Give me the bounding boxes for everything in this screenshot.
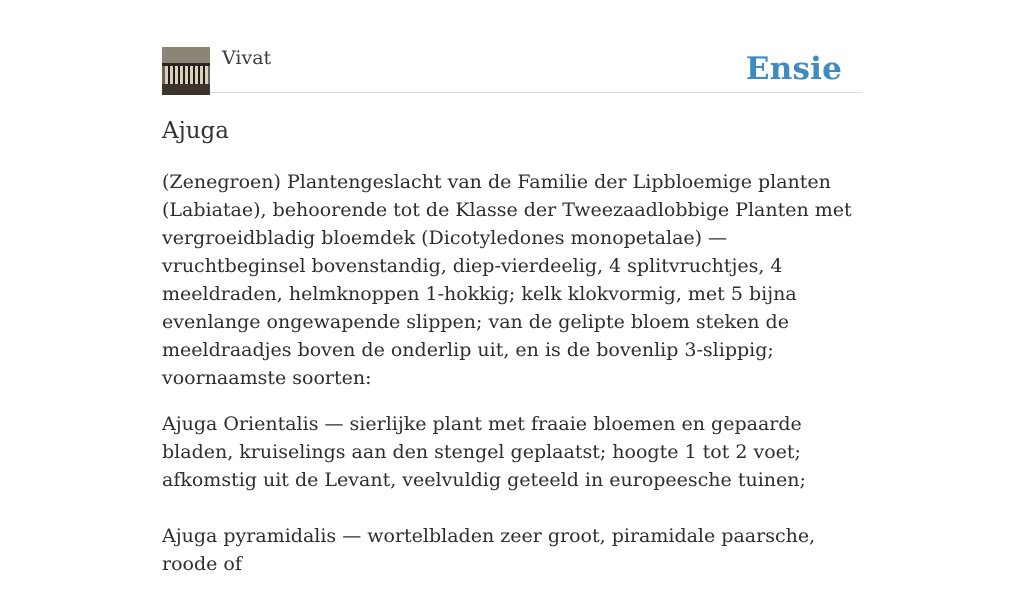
article-paragraph: Ajuga pyramidalis — wortelbladen zeer groot, piramidale paarsche, roode of	[162, 525, 816, 575]
bookshelf-avatar-icon	[162, 47, 210, 95]
article-header	[162, 0, 862, 93]
source-avatar[interactable]	[162, 47, 210, 95]
article-title: Ajuga	[162, 118, 229, 144]
source-name[interactable]: Vivat	[222, 47, 272, 69]
article-paragraph: Ajuga Orientalis — sierlijke plant met fraaie bloemen en gepaarde bladen, kruiselings aan den stengel geplaatst; hoogte 1 tot 2 voet; afkomstig uit de Levant, veelvuldig geteeld in europeesche tuinen;	[162, 413, 806, 491]
article-body	[162, 168, 862, 596]
brand-logo[interactable]: Ensie	[745, 51, 842, 87]
article-page	[162, 0, 862, 575]
article-paragraph: (Zenegroen) Plantengeslacht van de Familie der Lipbloemige planten (Labiatae), behoorende tot de Klasse der Tweezaadlobbige Planten met vergroeidbladig bloemdek (Dicotyledones monopetalae) — vruchtbeginsel bovenstandig, diep-vierdeelig, 4 splitvruchtjes, 4 meeldraden, helmknoppen 1-hokkig; kelk klokvormig, met 5 bijna evenlange ongewapende slippen; van de gelipte bloem steken de meeldraadjes boven de onderlip uit, en is de bovenlip 3-slippig; voornaamste soorten:	[162, 171, 852, 389]
